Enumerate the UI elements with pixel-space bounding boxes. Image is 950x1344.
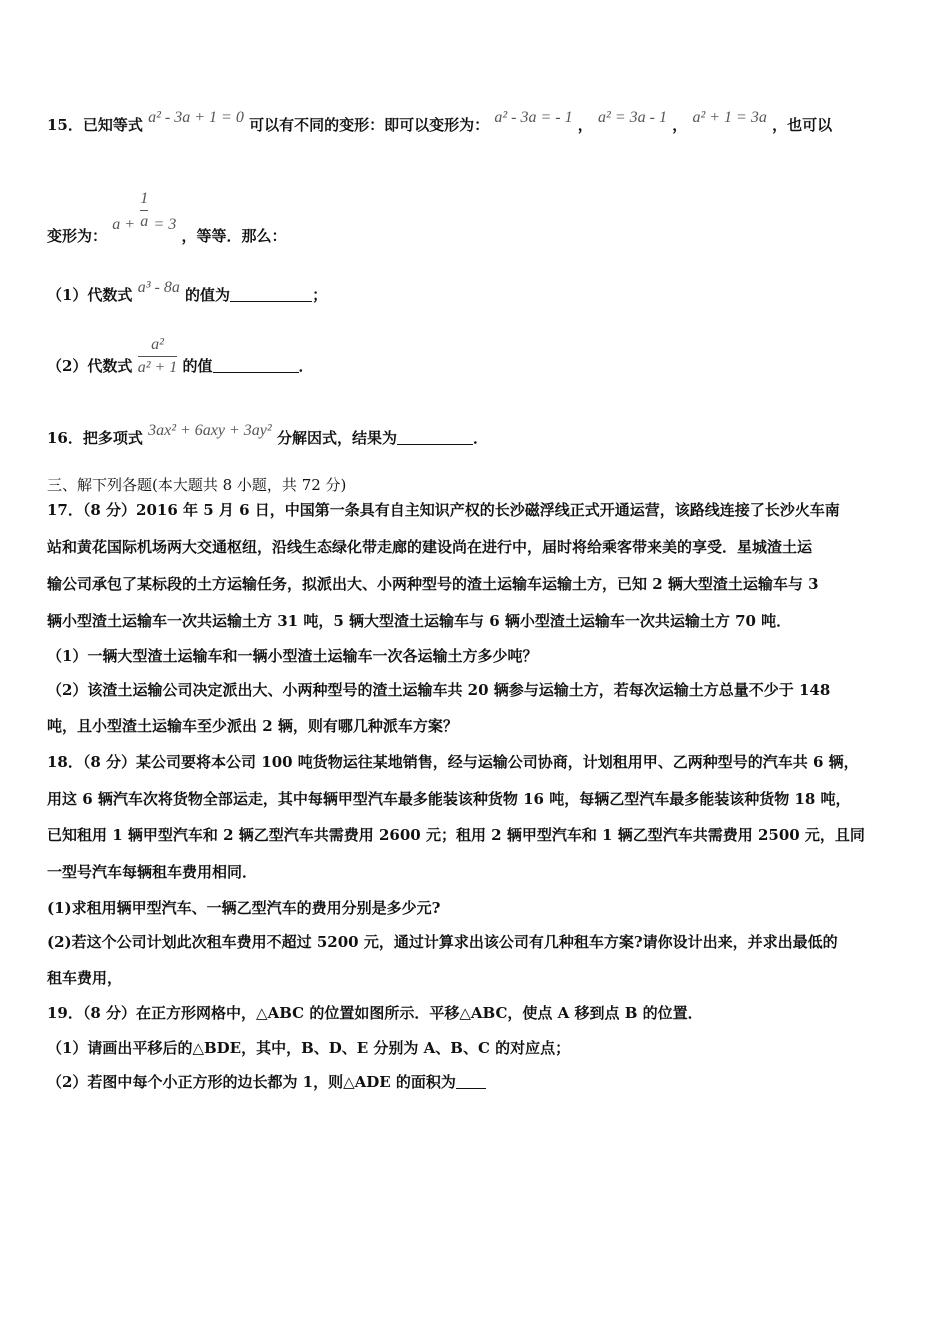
separator: ， [577,116,593,134]
punctuation: ． [472,429,488,447]
q16-lead: 16．把多项式 [47,429,143,447]
punctuation: ； [312,286,328,304]
q15-variant-1: a² - 3a = - 1 [494,109,573,126]
q19-part1: （1）请画出平移后的△BDE，其中，B、D、E 分别为 A、B、C 的对应点； [47,1039,571,1057]
answer-blank[interactable] [397,430,473,445]
separator: ， [672,116,688,134]
q17-part2-line2: 吨，且小型渣土运输车至少派出 2 辆，则有哪几种派车方案？ [47,717,458,735]
q15-part2-fraction [138,334,178,379]
q19-part2-text: （2）若图中每个小正方形的边长都为 1，则△ADE 的面积为 [47,1073,456,1091]
q15-part1-expression: a³ - 8a [137,279,180,296]
q15-part1-lead: （1）代数式 [47,286,133,304]
q15-equation: a² - 3a + 1 = 0 [148,109,244,126]
q19-part2 [47,1072,486,1092]
q17-line-3: 输公司承包了某标段的土方运输任务，拟派出大、小两种型号的渣土运输车运输土方，已知 2 辆大型渣土运输车与 3 [47,575,819,593]
q15-part2-lead: （2）代数式 [47,356,133,375]
q15-tail: ，也可以 [772,116,833,134]
q15-line2-lead: 变形为： [47,226,108,245]
q18-line-2: 用这 6 辆汽车次将货物全部运走，其中每辆甲型汽车最多能装该种货物 16 吨，每辆乙型汽车最多能装该种货物 18 吨， [47,790,851,808]
q15-line1 [47,109,833,136]
q15-frac-left: a + [112,215,136,233]
answer-blank[interactable] [213,358,299,373]
q15-variant-3: a² + 1 = 3a [692,109,767,126]
q15-fraction [140,188,148,233]
q17-line-1: 17．（8 分）2016 年 5 月 6 日，中国第一条具有自主知识产权的长沙磁浮线正式开通运营，该路线连接了长沙火车南 [47,501,840,519]
fraction-denominator: a² + 1 [138,356,178,379]
answer-blank[interactable] [230,287,312,302]
q15-part1-tail: 的值为 [185,286,231,304]
q18-part2-line1: (2)若这个公司计划此次租车费用不超过 5200 元，通过计算求出该公司有几种租车方案?请你设计出来，并求出最低的 [47,933,838,951]
q16-line [47,422,488,449]
q17-line-4: 辆小型渣土运输车一次共运输土方 31 吨，5 辆大型渣土运输车与 6 辆小型渣土运输车一次共运输土方 70 吨． [47,612,792,630]
fraction-numerator: 1 [140,190,149,207]
q16-tail: 分解因式，结果为 [276,429,397,447]
q18-line-1: 18．（8 分）某公司要将本公司 100 吨货物运往某地销售，经与运输公司协商，计划租用甲、乙两种型号的汽车共 6 辆， [47,753,859,771]
q18-part2-line2: 租车费用， [47,969,123,987]
q18-line-4: 一型号汽车每辆租车费用相同． [47,863,258,881]
section-title: 三、解下列各题(本大题共 8 小题，共 72 分) [47,476,347,494]
q15-frac-right: = 3 [153,215,177,233]
q15-part1 [47,279,328,306]
q18-line-3: 已知租用 1 辆甲型汽车和 2 辆乙型汽车共需费用 2600 元；租用 2 辆甲型汽车和 1 辆乙型汽车共需费用 2500 元，且同 [47,826,865,844]
q17-part1: （1）一辆大型渣土运输车和一辆小型渣土运输车一次各运输土方多少吨？ [47,647,538,665]
fraction-numerator: a² [151,336,164,353]
q15-part2 [47,334,314,379]
answer-blank[interactable] [456,1074,486,1089]
punctuation: ． [298,356,314,375]
q18-part1: (1)求租用辆甲型汽车、一辆乙型汽车的费用分别是多少元? [47,899,441,917]
q15-variant-2: a² = 3a - 1 [598,109,667,126]
fraction-denominator: a [140,210,148,233]
q15-line2 [47,190,287,245]
q15-lead: 15．已知等式 [47,116,143,134]
q16-polynomial: 3ax² + 6axy + 3ay² [148,422,272,439]
q15-part2-tail: 的值 [182,356,213,375]
q15-mid: 可以有不同的变形：即可以变形为： [249,116,490,134]
q17-line-2: 站和黄花国际机场两大交通枢纽，沿线生态绿化带走廊的建设尚在进行中，届时将给乘客带来美的享受．星城渣土运 [47,538,813,556]
q17-part2-line1: （2）该渣土运输公司决定派出大、小两种型号的渣土运输车共 20 辆参与运输土方，若每次运输土方总量不少于 148 [47,681,831,699]
q15-line2-tail: ，等等．那么： [181,226,287,245]
q19-line-1: 19．（8 分）在正方形网格中，△ABC 的位置如图所示．平移△ABC，使点 A 移到点 B 的位置． [47,1004,703,1022]
